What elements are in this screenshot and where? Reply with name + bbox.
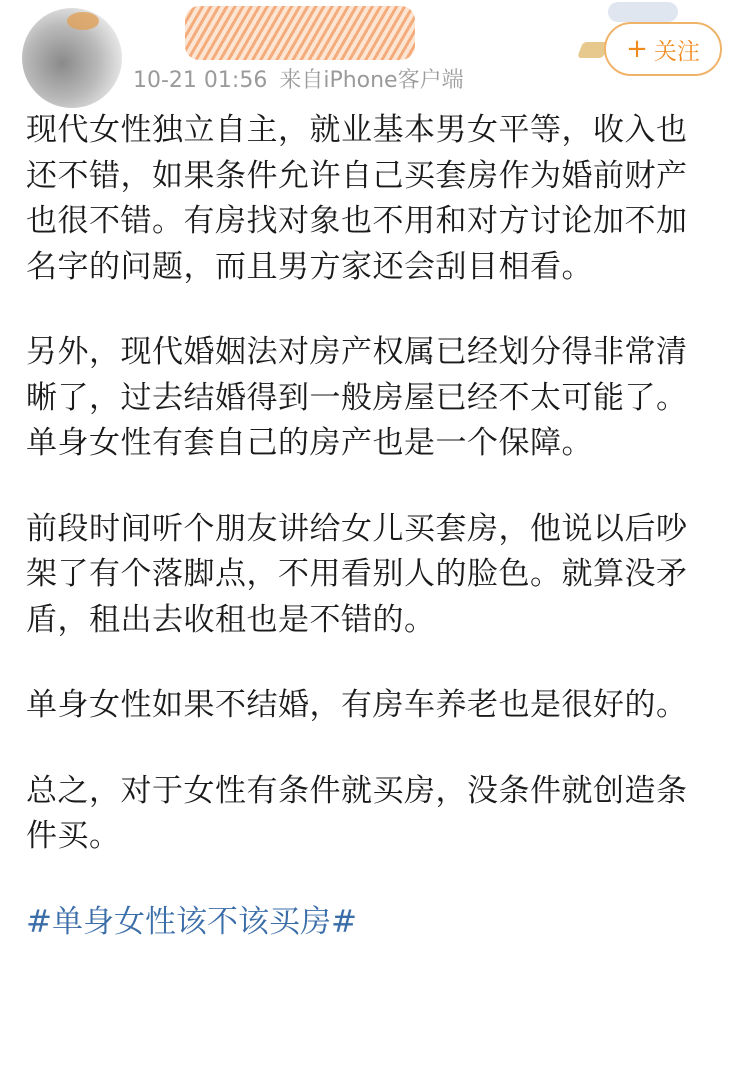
username-redaction <box>185 6 415 60</box>
follow-button[interactable] <box>604 22 722 76</box>
post-paragraph: 另外，现代婚姻法对房产权属已经划分得非常清晰了，过去结婚得到一般房屋已经不太可能了。单身女性有套自己的房产也是一个保障。 <box>26 334 688 461</box>
post-body <box>26 108 716 945</box>
post-header <box>0 0 750 110</box>
hashtag-link[interactable]: #单身女性该不该买房# <box>26 903 357 940</box>
follow-label: 关注 <box>653 38 700 65</box>
post-paragraph: 总之，对于女性有条件就买房，没条件就创造条件买。 <box>26 772 688 854</box>
plus-icon: + <box>626 34 648 64</box>
post-paragraph: 单身女性如果不结婚，有房车养老也是很好的。 <box>26 687 688 723</box>
post-time: 10-21 01:56 <box>133 68 268 93</box>
avatar-decoration <box>67 12 99 30</box>
post-source: 来自iPhone客户端 <box>279 68 464 93</box>
avatar[interactable] <box>22 8 122 108</box>
user-badge-icon <box>608 2 678 22</box>
post-meta <box>133 66 464 96</box>
post-paragraph: 前段时间听个朋友讲给女儿买套房，他说以后吵架了有个落脚点，不用看别人的脸色。就算没矛盾，租出去收租也是不错的。 <box>26 510 688 638</box>
post-paragraph: 现代女性独立自主，就业基本男女平等，收入也还不错，如果条件允许自己买套房作为婚前财产也很不错。有房找对象也不用和对方讨论加不加名字的问题，而且男方家还会刮目相看。 <box>26 112 688 285</box>
